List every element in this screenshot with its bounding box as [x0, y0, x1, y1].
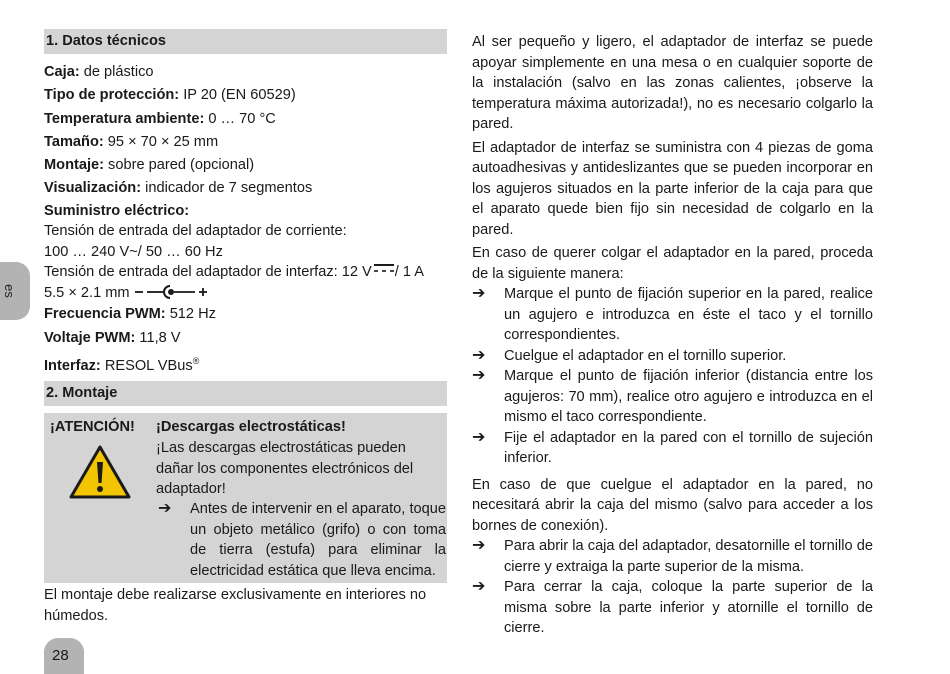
spec-montaje: Montaje: sobre pared (opcional) [44, 157, 255, 174]
arrow-icon: ➔ [472, 428, 486, 446]
polarity-jack-icon [133, 284, 209, 300]
spec-tension-corriente-label: Tensión de entrada del adaptador de corriente: [44, 223, 347, 240]
warning-bullet-text: Antes de intervenir en el aparato, toque un objeto metálico (grifo) o con toma de tierra (estufa) para eliminar la electricidad estática que lleva encima. [190, 501, 446, 579]
spec-temperatura: Temperatura ambiente: 0 … 70 °C [44, 110, 276, 127]
arrow-icon: ➔ [472, 578, 486, 595]
warning-box [44, 413, 447, 583]
step-item: ➔ Marque el punto de fijación inferior (distancia entre los agujeros: 70 mm), realice otro agujero e introduzca en el mismo el taco correspondiente. [472, 367, 873, 425]
paragraph-2: El adaptador de interfaz se suministra con 4 piezas de goma autoadhesivas y antideslizantes que se pueden incorporar en los agujeros situados en la parte inferior de la caja para que el aparato quede bien fijo sin necesidad de colgarlo en la pared. [472, 139, 873, 238]
spec-tension-interfaz: Tensión de entrada del adaptador de interfaz: 12 V / 1 A [44, 264, 425, 281]
step-item: ➔ Para abrir la caja del adaptador, desatornille el tornillo de cierre y extraiga la parte superior de la misma. [472, 537, 873, 575]
left-column [44, 29, 447, 626]
warning-triangle-icon [69, 445, 131, 499]
spec-suministro: Suministro eléctrico: [44, 202, 190, 219]
spec-pwm-frecuencia: Frecuencia PWM: 512 Hz [44, 306, 216, 323]
step-item: ➔ Fije el adaptador en la pared con el tornillo de sujeción inferior. [472, 428, 873, 466]
paragraph-4: En caso de que cuelgue el adaptador en la pared, no necesitará abrir la caja del mismo (salvo para acceder a los bornes de conexión). [472, 476, 873, 534]
paragraph-1: Al ser pequeño y ligero, el adaptador de interfaz se puede apoyar simplemente en una mesa o en cualquier soporte de la instalación (salvo en las zonas calientes, ¡observe la temperatura máxima autorizada!), no es necesario colgarlo la pared. [472, 34, 873, 132]
arrow-icon: ➔ [472, 537, 486, 554]
step-item: ➔ Cuelgue el adaptador en el tornillo superior. [472, 346, 873, 367]
spec-proteccion: Tipo de protección: IP 20 (EN 60529) [44, 87, 296, 104]
language-tab-label: es [1, 284, 17, 298]
section-heading-montaje: 2. Montaje [44, 381, 447, 406]
dc-symbol-icon [373, 262, 395, 274]
warning-title: ¡Descargas electrostáticas! [156, 419, 346, 436]
spec-pwm-voltaje: Voltaje PWM: 11,8 V [44, 329, 181, 346]
montaje-closing-text: El montaje debe realizarse exclusivamente en interiores no húmedos. [44, 587, 427, 624]
section-heading-datos-tecnicos: 1. Datos técnicos [44, 29, 447, 54]
paragraph-3: En caso de querer colgar el adaptador en la pared, proceda de la siguiente manera: [472, 245, 873, 282]
step-item: ➔ Marque el punto de fijación superior en la pared, realice un agujero e introduzca en éste el taco y el tornillo correspondientes. [472, 285, 873, 343]
warning-text: ¡Las descargas electrostáticas pueden dañar los componentes electrónicos del adaptador! [156, 440, 414, 498]
right-column [472, 32, 873, 639]
arrow-icon: ➔ [472, 367, 486, 384]
spec-tension-corriente-value: 100 … 240 V~/ 50 … 60 Hz [44, 243, 223, 260]
spec-interfaz: Interfaz: RESOL VBus® [44, 355, 200, 374]
page-number: 28 [52, 647, 69, 664]
arrow-icon: ➔ [158, 500, 172, 518]
warning-bullet [156, 499, 446, 581]
spec-tamano: Tamaño: 95 × 70 × 25 mm [44, 133, 219, 150]
step-item: ➔ Para cerrar la caja, coloque la parte superior de la misma sobre la parte inferior y atornille el tornillo de cierre. [472, 578, 873, 636]
spec-conector: 5.5 × 2.1 mm [44, 283, 447, 304]
spec-visualizacion: Visualización: indicador de 7 segmentos [44, 180, 313, 197]
language-tab [0, 262, 30, 320]
arrow-icon: ➔ [472, 285, 486, 302]
spec-caja: Caja: de plástico [44, 64, 154, 80]
arrow-icon: ➔ [472, 346, 486, 364]
spec-list [44, 61, 447, 373]
warning-label: ¡ATENCIÓN! [50, 419, 135, 436]
page-number-tab [44, 638, 84, 674]
